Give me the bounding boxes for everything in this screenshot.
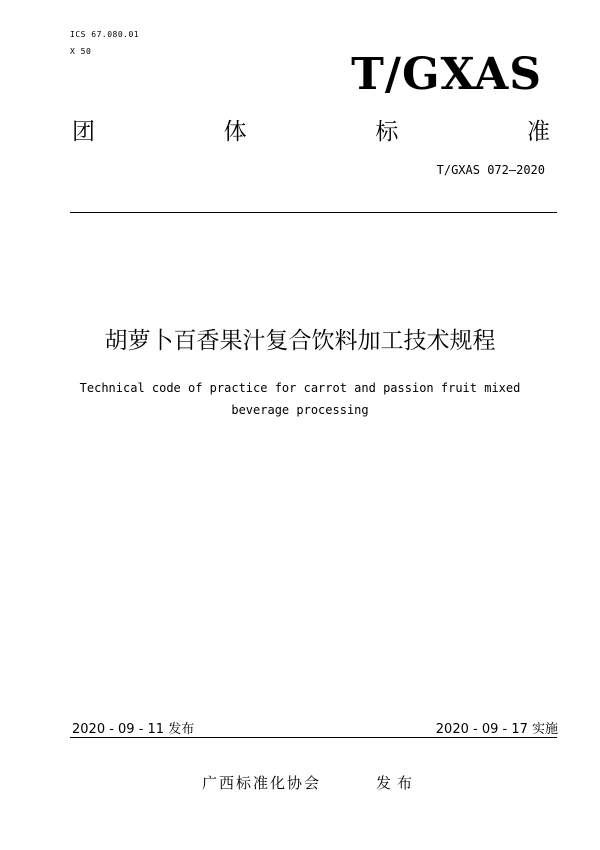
title-english: Technical code of practice for carrot and passion fruit mixed beverage processing: [79, 381, 521, 417]
publish-label: 发布: [376, 774, 419, 792]
standard-type-char: 团: [72, 119, 95, 145]
issue-date: 2020 - 09 - 11 发布: [72, 722, 195, 737]
standard-type-char: 体: [223, 119, 247, 145]
ccs-code: X 50: [70, 47, 92, 56]
implementation-date: 2020 - 09 - 17 实施: [435, 722, 558, 737]
bottom-divider: [70, 737, 557, 738]
top-divider: [70, 212, 557, 213]
standard-type-char: 准: [526, 119, 550, 145]
title-chinese: 胡萝卜百香果汁复合饮料加工技术规程: [104, 328, 496, 354]
standard-type-char: 标: [375, 119, 399, 145]
standard-number: T/GXAS 072—2020: [436, 163, 545, 177]
ics-code: ICS 67.080.01: [70, 30, 140, 39]
standard-type: [72, 118, 550, 146]
standard-logo: T/GXAS: [351, 49, 542, 100]
publisher-name: 广西标准化协会: [202, 774, 322, 792]
